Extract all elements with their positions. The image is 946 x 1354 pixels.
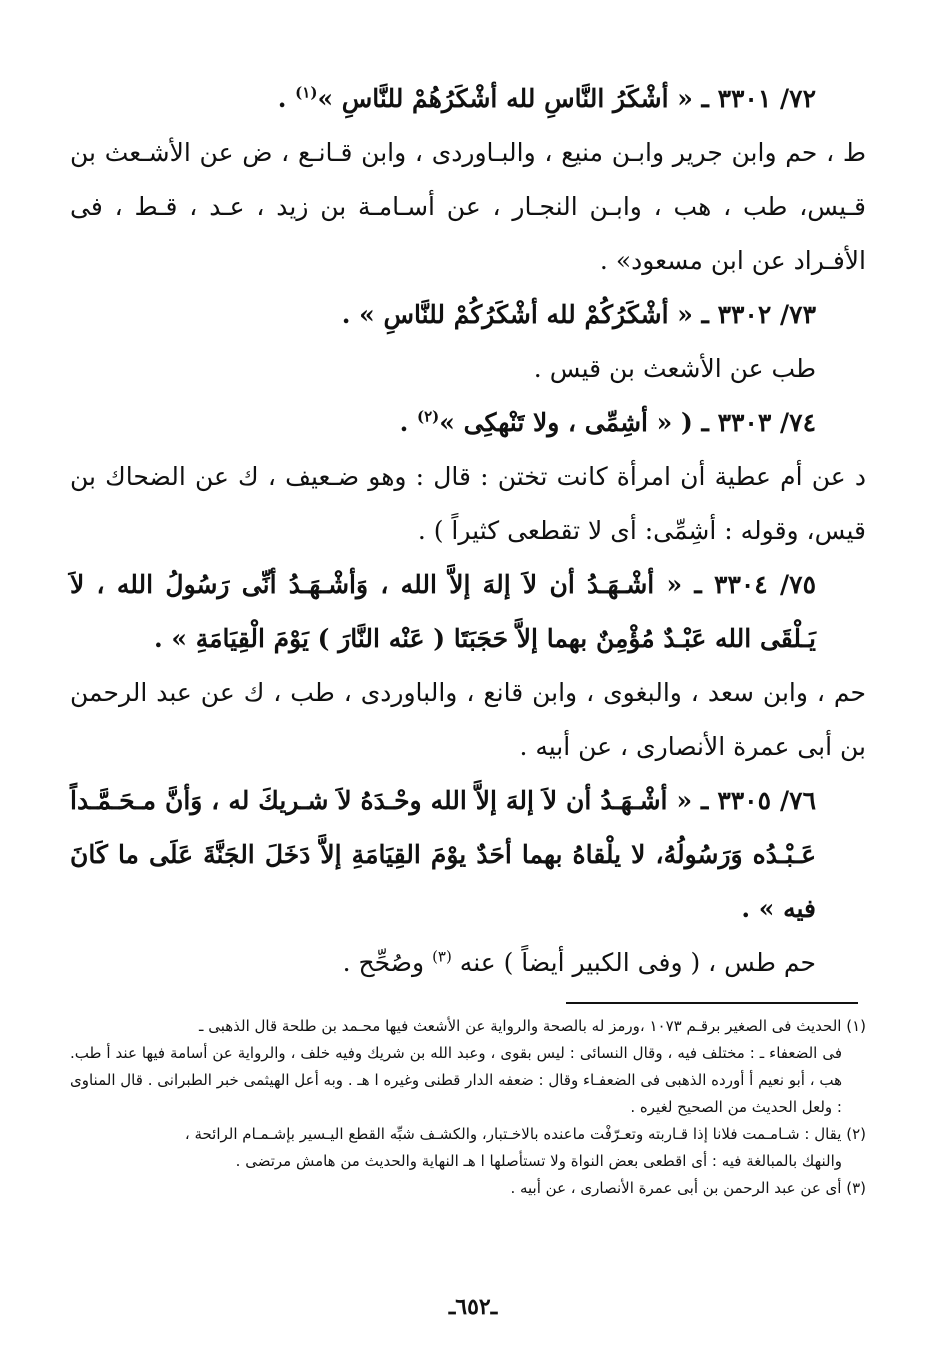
hadith-end: .	[399, 408, 417, 437]
footnote-3	[70, 1175, 866, 1202]
footnote-first-line: (١) الحديث فى الصغير برقـم ١٠٧٣ ،ورمز له بالصحة والرواية عن الأشعث فيها محـمد بن طلحة قال الذهبى ـ	[199, 1017, 866, 1035]
hadith-3302: ٧٣/ ٣٣٠٢ ـ « أشْكَرُكُمْ لله أشْكَرُكُمْ للنَّاسِ » .	[341, 300, 816, 329]
footnote-ref-1: (١)	[295, 83, 318, 102]
footnote-1	[70, 1013, 866, 1121]
footnote-first-line: (٢) يقال : شـامـمت فلانا إذا قـاربته وتعـرّفْت ماعنده بالاخـتبار، والكشـف شبِّه القطع اليـسير بإشـمـام الرائحة ،	[184, 1125, 866, 1143]
source-end: وصُحِّح .	[342, 948, 433, 977]
footnote-first-line: (٣) أى عن عبد الرحمن بن أبى عمرة الأنصارى ، عن أبيه .	[510, 1179, 866, 1197]
footnote-2	[70, 1121, 866, 1175]
footnote-ref-2: (٢)	[417, 407, 440, 426]
source-3304: حم ، وابن سعد ، والبغوى ، وابن قانع ، والباوردى ، طب ، ك عن عبد الرحمن بن أبى عمرة الأنصارى ، عن أبيه .	[70, 678, 866, 761]
page-number: ـ٦٥٢ـ	[448, 1294, 498, 1320]
hadith-text: ٧٤/ ٣٣٠٣ ـ ( « أشِمِّى ، ولا تَنْهكِى »	[439, 408, 816, 437]
hadith-3305: ٧٦/ ٣٣٠٥ ـ « أشْـهَـدُ أن لاَ إلهَ إلاَّ الله وحْـدَهُ لاَ شـريكَ له ، وَأنَّ مـحَـمَّـداً عَـبْـدُه وَرَسُولُهُ، لا يلْقاهُ بهما أحَدٌ يوْمَ القِيَامَةِ إلاَّ دَخَلَ الجَنَّةَ عَلَى ما كَانَ فيه » .	[70, 786, 816, 923]
footnotes	[70, 1013, 866, 1202]
source-3302: طب عن الأشعث بن قيس .	[533, 354, 816, 383]
hadith-end: .	[277, 84, 296, 113]
footnote-ref-3: (٣)	[432, 947, 452, 966]
hadith-3301	[70, 72, 866, 126]
source-3301: ط ، حم وابن جرير وابـن منيع ، والبـاوردى ، وابن قـانـع ، ض عن الأشـعث بن قـيس، طب ، هب ، وابـن النجـار ، عن أسـامـة بن زيد ، عـد ، قـط ، فى الأفـراد عن ابن مسعود» .	[70, 138, 866, 275]
hadith-3304: ٧٥/ ٣٣٠٤ ـ « أشْـهَـدُ أن لاَ إلهَ إلاَّ الله ، وَأشْـهَـدُ أنِّى رَسُولُ الله ، لاَ يَـلْقَى الله عَبْـدٌ مُؤْمِنٌ بهما إلاَّ حَجَبَتَا ( عَنْه النَّارَ ) يَوْمَ الْقِيَامَةِ » .	[70, 570, 817, 653]
hadith-3303	[70, 396, 866, 450]
main-text	[70, 72, 866, 990]
hadith-text: ٧٢/ ٣٣٠١ ـ « أشْكَرُ النَّاسِ لله أشْكَرُهُمْ للنَّاسِ »	[317, 84, 816, 113]
source-3303: د عن أم عطية أن امرأة كانت تختن : قال : وهو ضـعيف ، ك عن الضحاك بن قيس، وقوله : أشِمِّى: أى لا تقطعى كثيراً ) .	[70, 462, 866, 545]
footnote-continuation: فى الضعفاء ـ : مختلف فيه ، وقال النسائى : ليس بقوى ، وعبد الله بن شريك وفيه خلف ، والرواية عن أسامة فيها عند أ طب. هب ، أبو نعيم أ أورده الذهبى فى الضعفـاء وقال : ضعفه الدار قطنى وغيره ا هـ . وبه أعل الهيثمى خبر الطبرانى . قال المناوى : ولعل الحديث من الصحيح لغيره .	[70, 1044, 842, 1116]
footnote-continuation: والنهك بالمبالغة فيه : أى اقطعى بعض النواة ولا تستأصلها ا هـ النهاية والحديث من هامش مرتضى .	[235, 1152, 842, 1170]
source-3305	[70, 936, 866, 990]
footnote-divider	[566, 1002, 858, 1004]
source-text: حم طس ، ( وفى الكبير أيضاً ) عنه	[459, 948, 816, 977]
